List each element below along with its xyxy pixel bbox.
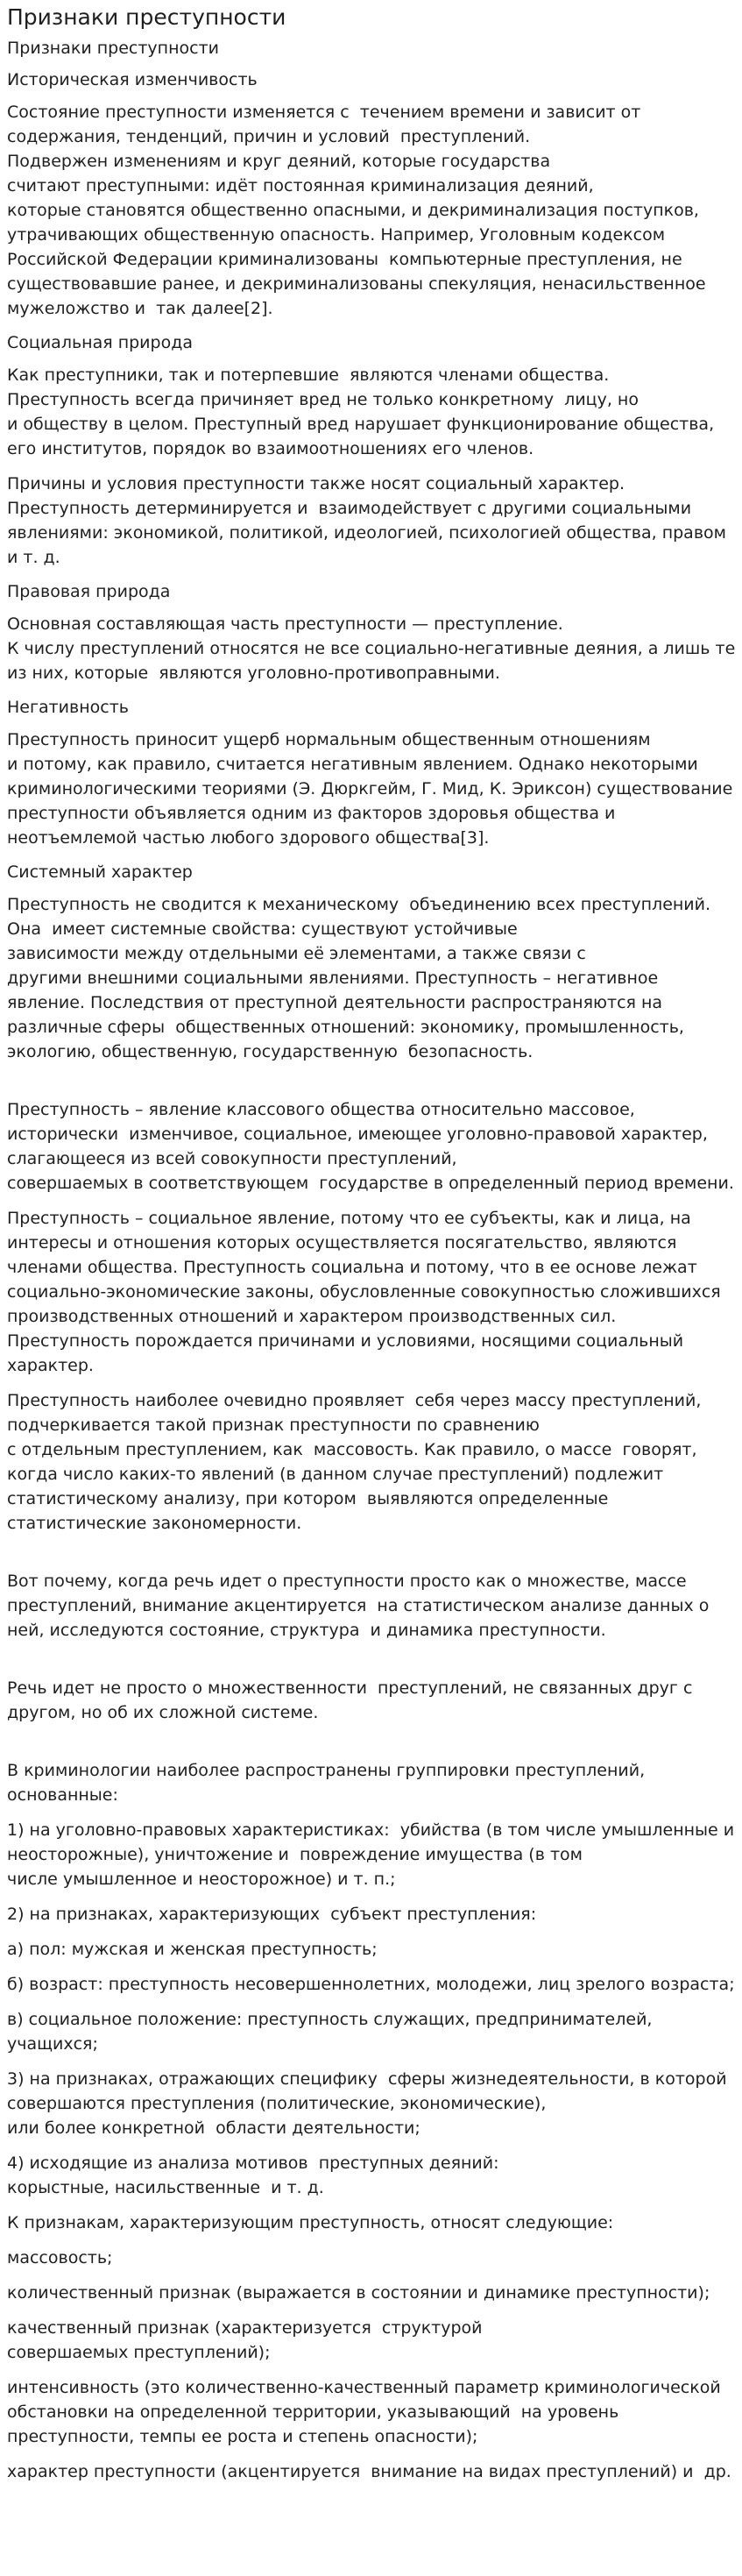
document-body (7, 37, 737, 2484)
paragraph: в) социальное положение: преступность служащих, предпринимателей, учащихся; (7, 2010, 658, 2054)
paragraph: Причины и условия преступности также носят социальный характер. Преступность детерминируется и взаимодействует с другими социальными явлениями: экономикой, политикой, идеологией, психологией общества, правом и т. д. (7, 474, 732, 567)
paragraph: Преступность не сводится к механическому объединению всех преступлений. Она имеет системные свойства: существуют устойчивые зависимости между отдельными её элементами, а также связи с другими внешними социальными явлениями. Преступность – негативное явление. Последствия от преступной деятельности распространяются на различные сферы общественных отношений: экономику, промышленность, экологию, общественную, государственную безопасность. (7, 895, 711, 1061)
paragraph: Состояние преступности изменяется с течением времени и зависит от содержания, тенденций, причин и условий преступлений. Подвержен изменениям и круг деяний, которые государства считают преступными: идёт постоянная криминализация деяний, которые становятся общественно опасными, и декриминализация поступков, утрачивающих общественную опасность. Например, Уголовным кодексом Российской Федерации криминализованы компьютерные преступления, не существовавшие ранее, и декриминализованы спекуляция, ненасильственное мужеложство и так далее[2]. (7, 103, 706, 318)
paragraph: Основная составляющая часть преступности — преступление. К числу преступлений относятся не все социально-негативные деяния, а лишь те из них, которые являются уголовно-противоправными. (7, 614, 736, 683)
paragraph: 3) на признаках, отражающих специфику сферы жизнедеятельности, в которой совершаются преступления (политические, экономические), или более конкретной области деятельности; (7, 2069, 727, 2138)
page-title: Признаки преступности (7, 4, 286, 30)
paragraph: В криминологии наиболее распространены группировки преступлений, основанные: (7, 1761, 651, 1805)
paragraph: массовость; (7, 2248, 113, 2267)
paragraph: К признакам, характеризующим преступность, относят следующие: (7, 2213, 614, 2232)
paragraph: б) возраст: преступность несовершеннолетних, молодежи, лиц зрелого возраста; (7, 1975, 735, 1994)
section-heading: Признаки преступности (7, 39, 219, 58)
paragraph: Речь идет не просто о множественности преступлений, не связанных друг с другом, но об их сложной системе. (7, 1678, 698, 1722)
paragraph: 4) исходящие из анализа мотивов преступных деяний: корыстные, насильственные и т. д. (7, 2154, 499, 2197)
section-heading: Историческая изменчивость (7, 70, 258, 89)
paragraph: Преступность приносит ущерб нормальным общественным отношениям и потому, как правило, считается негативным явлением. Однако некоторыми криминологическими теориями (Э. Дюркгейм, Г. Мид, К. Эриксон) существование преступности объявляется одним из факторов здоровья общества и неотъемлемой частью любого здорового общества[3]. (7, 730, 733, 848)
paragraph: Как преступники, так и потерпевшие являются членами общества. Преступность всегда причиняет вред не только конкретному лицу, но и обществу в целом. Преступный вред нарушает функционирование общества, его институтов, порядок во взаимоотношениях его членов. (7, 365, 715, 458)
paragraph: характер преступности (акцентируется внимание на видах преступлений) и др. (7, 2462, 731, 2481)
paragraph: интенсивность (это количественно-качественный параметр криминологической обстановки на определенной территории, указывающий на уровень преступности, темпы ее роста и степень опасности); (7, 2378, 726, 2446)
paragraph: 2) на признаках, характеризующих субъект преступления: (7, 1905, 537, 1924)
paragraph: качественный признак (характеризуется структурой совершаемых преступлений); (7, 2318, 483, 2362)
section-heading: Системный характер (7, 862, 193, 882)
section-heading: Правовая природа (7, 582, 171, 601)
section-heading: Социальная природа (7, 333, 193, 352)
paragraph: а) пол: мужская и женская преступность; (7, 1940, 378, 1959)
paragraph: 1) на уголовно-правовых характеристиках: убийства (в том числе умышленные и неосторожные), уничтожение и повреждение имущества (в том числе умышленное и неосторожное) и т. п.; (7, 1820, 735, 1889)
paragraph: Преступность – явление классового общества относительно массовое, исторически изменчивое, социальное, имеющее уголовно-правовой характер, слагающееся из всей совокупности преступлений, совершаемых в соответствующем государстве в определенный период времени. (7, 1100, 734, 1193)
paragraph: Преступность наиболее очевидно проявляет себя через массу преступлений, подчеркивается такой признак преступности по сравнению с отдельным преступлением, как массовость. Как правило, о массе говорят, когда число каких-то явлений (в данном случае преступлений) подлежит статистическому анализу, при котором выявляются определенные статистические закономерности. (7, 1391, 702, 1533)
paragraph: количественный признак (выражается в состоянии и динамике преступности); (7, 2283, 710, 2303)
paragraph: Вот почему, когда речь идет о преступности просто как о множестве, массе преступлений, внимание акцентируется на статистическом анализе данных о ней, исследуются состояние, структура и динамика преступности. (7, 1572, 715, 1640)
paragraph: Преступность – социальное явление, потому что ее субъекты, как и лица, на интересы и отношения которых осуществляется посягательство, являются членами общества. Преступность социальна и потому, что в ее основе лежат социально-экономические законы, обусловленные совокупностью сложившихся производственных отношений и характером производственных сил. Преступность порождается причинами и условиями, носящими социальный характер. (7, 1209, 726, 1375)
section-heading: Негативность (7, 698, 129, 717)
